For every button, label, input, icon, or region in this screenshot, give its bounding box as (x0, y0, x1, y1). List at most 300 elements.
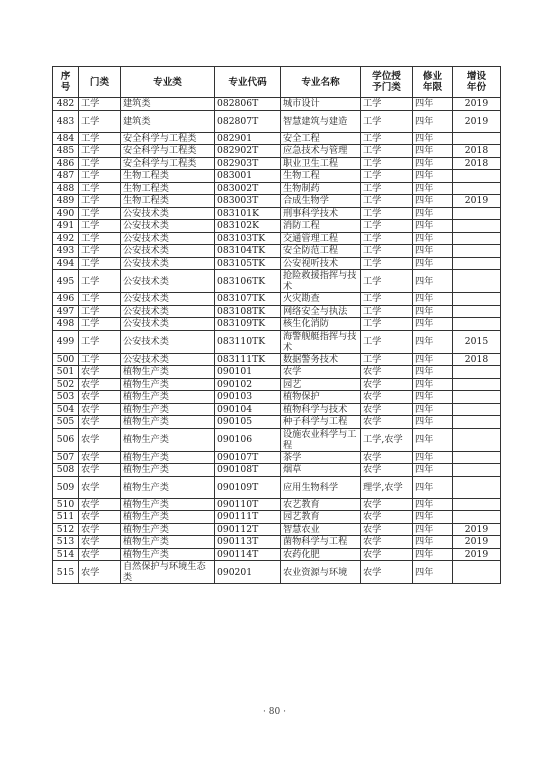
table-row (53, 182, 501, 195)
cell-year (453, 245, 501, 258)
cell-category: 农学 (79, 464, 121, 477)
table-row (53, 220, 501, 233)
cell-name: 植物科学与技术 (281, 403, 361, 416)
cell-degree: 农学 (361, 416, 413, 429)
cell-category: 工学 (79, 195, 121, 208)
cell-year (453, 511, 501, 524)
cell-index: 512 (53, 523, 79, 536)
cell-code: 090105 (215, 416, 281, 429)
cell-duration: 四年 (413, 207, 453, 220)
cell-category: 工学 (79, 182, 121, 195)
cell-category: 农学 (79, 366, 121, 379)
cell-duration: 四年 (413, 305, 453, 318)
cell-index: 485 (53, 145, 79, 158)
cell-index: 496 (53, 293, 79, 306)
cell-code: 090101 (215, 366, 281, 379)
cell-duration: 四年 (413, 464, 453, 477)
cell-degree: 工学 (361, 293, 413, 306)
cell-year: 2018 (453, 145, 501, 158)
cell-name: 职业卫生工程 (281, 157, 361, 170)
cell-index: 503 (53, 391, 79, 404)
cell-year: 2019 (453, 523, 501, 536)
cell-category: 农学 (79, 498, 121, 511)
cell-degree: 工学 (361, 195, 413, 208)
cell-name: 公安视听技术 (281, 257, 361, 270)
cell-name: 生物制药 (281, 182, 361, 195)
col-header-subcategory: 专业类 (121, 67, 215, 98)
cell-year (453, 451, 501, 464)
cell-subcategory: 植物生产类 (121, 416, 215, 429)
cell-degree: 工学 (361, 318, 413, 331)
cell-year: 2018 (453, 157, 501, 170)
cell-category: 农学 (79, 428, 121, 451)
cell-index: 514 (53, 548, 79, 561)
cell-index: 487 (53, 170, 79, 183)
cell-subcategory: 植物生产类 (121, 476, 215, 498)
cell-category: 工学 (79, 132, 121, 145)
table-row (53, 366, 501, 379)
cell-degree: 农学 (361, 403, 413, 416)
cell-degree: 工学 (361, 170, 413, 183)
cell-name: 网络安全与执法 (281, 305, 361, 318)
cell-subcategory: 生物工程类 (121, 170, 215, 183)
cell-degree: 农学 (361, 366, 413, 379)
cell-code: 090103 (215, 391, 281, 404)
cell-duration: 四年 (413, 270, 453, 293)
cell-subcategory: 植物生产类 (121, 366, 215, 379)
cell-year: 2019 (453, 536, 501, 549)
cell-category: 农学 (79, 378, 121, 391)
cell-degree: 农学 (361, 378, 413, 391)
cell-category: 工学 (79, 293, 121, 306)
cell-year (453, 391, 501, 404)
cell-code: 082902T (215, 145, 281, 158)
cell-year (453, 318, 501, 331)
cell-category: 工学 (79, 353, 121, 366)
cell-duration: 四年 (413, 232, 453, 245)
cell-code: 083111TK (215, 353, 281, 366)
cell-duration: 四年 (413, 498, 453, 511)
cell-duration: 四年 (413, 257, 453, 270)
cell-code: 090106 (215, 428, 281, 451)
table-row (53, 157, 501, 170)
cell-code: 090112T (215, 523, 281, 536)
cell-degree: 农学 (361, 464, 413, 477)
cell-index: 500 (53, 353, 79, 366)
cell-subcategory: 生物工程类 (121, 182, 215, 195)
cell-year (453, 305, 501, 318)
table-row (53, 318, 501, 331)
cell-year (453, 270, 501, 293)
cell-category: 农学 (79, 548, 121, 561)
major-catalog-table (52, 66, 501, 584)
cell-code: 083104TK (215, 245, 281, 258)
cell-degree: 工学 (361, 232, 413, 245)
cell-duration: 四年 (413, 318, 453, 331)
cell-subcategory: 植物生产类 (121, 378, 215, 391)
table-row (53, 330, 501, 353)
table-row (53, 232, 501, 245)
cell-subcategory: 公安技术类 (121, 232, 215, 245)
cell-degree: 工学 (361, 270, 413, 293)
table-row (53, 145, 501, 158)
cell-index: 482 (53, 98, 79, 111)
cell-subcategory: 自然保护与环境生态类 (121, 561, 215, 584)
cell-duration: 四年 (413, 330, 453, 353)
cell-name: 火灾勘查 (281, 293, 361, 306)
cell-category: 农学 (79, 536, 121, 549)
cell-name: 农艺教育 (281, 498, 361, 511)
cell-year (453, 428, 501, 451)
cell-name: 生物工程 (281, 170, 361, 183)
cell-subcategory: 植物生产类 (121, 391, 215, 404)
cell-category: 工学 (79, 170, 121, 183)
cell-category: 农学 (79, 403, 121, 416)
cell-code: 083102K (215, 220, 281, 233)
cell-index: 510 (53, 498, 79, 511)
cell-duration: 四年 (413, 378, 453, 391)
col-header-duration: 修业 年限 (413, 67, 453, 98)
cell-year (453, 232, 501, 245)
cell-duration: 四年 (413, 353, 453, 366)
cell-duration: 四年 (413, 145, 453, 158)
cell-index: 506 (53, 428, 79, 451)
table-row (53, 245, 501, 258)
cell-name: 烟草 (281, 464, 361, 477)
cell-year (453, 561, 501, 584)
cell-degree: 工学 (361, 245, 413, 258)
col-header-category: 门类 (79, 67, 121, 98)
cell-name: 消防工程 (281, 220, 361, 233)
cell-duration: 四年 (413, 428, 453, 451)
cell-name: 数据警务技术 (281, 353, 361, 366)
cell-subcategory: 安全科学与工程类 (121, 145, 215, 158)
cell-year: 2019 (453, 195, 501, 208)
cell-code: 090108T (215, 464, 281, 477)
table-row (53, 353, 501, 366)
cell-subcategory: 植物生产类 (121, 523, 215, 536)
cell-index: 509 (53, 476, 79, 498)
table-row (53, 476, 501, 498)
cell-subcategory: 植物生产类 (121, 536, 215, 549)
cell-code: 083103TK (215, 232, 281, 245)
table-row (53, 403, 501, 416)
cell-code: 090104 (215, 403, 281, 416)
cell-category: 工学 (79, 220, 121, 233)
table-row (53, 293, 501, 306)
cell-category: 工学 (79, 110, 121, 132)
cell-duration: 四年 (413, 536, 453, 549)
col-header-name: 专业名称 (281, 67, 361, 98)
cell-code: 090114T (215, 548, 281, 561)
cell-subcategory: 安全科学与工程类 (121, 157, 215, 170)
cell-category: 工学 (79, 245, 121, 258)
cell-duration: 四年 (413, 403, 453, 416)
cell-index: 505 (53, 416, 79, 429)
cell-duration: 四年 (413, 157, 453, 170)
table-row (53, 378, 501, 391)
cell-degree: 农学 (361, 391, 413, 404)
cell-duration: 四年 (413, 245, 453, 258)
cell-category: 工学 (79, 257, 121, 270)
cell-duration: 四年 (413, 416, 453, 429)
table-row (53, 416, 501, 429)
cell-degree: 工学 (361, 207, 413, 220)
cell-category: 农学 (79, 476, 121, 498)
cell-index: 507 (53, 451, 79, 464)
cell-subcategory: 公安技术类 (121, 245, 215, 258)
cell-name: 智慧建筑与建造 (281, 110, 361, 132)
cell-code: 090110T (215, 498, 281, 511)
cell-subcategory: 公安技术类 (121, 257, 215, 270)
cell-degree: 工学 (361, 330, 413, 353)
cell-year (453, 257, 501, 270)
cell-code: 083106TK (215, 270, 281, 293)
cell-degree: 工学 (361, 220, 413, 233)
cell-name: 抢险救援指挥与技术 (281, 270, 361, 293)
table-row (53, 132, 501, 145)
cell-subcategory: 植物生产类 (121, 464, 215, 477)
cell-subcategory: 公安技术类 (121, 220, 215, 233)
cell-duration: 四年 (413, 182, 453, 195)
cell-name: 设施农业科学与工程 (281, 428, 361, 451)
cell-subcategory: 公安技术类 (121, 318, 215, 331)
cell-category: 工学 (79, 330, 121, 353)
cell-code: 083109TK (215, 318, 281, 331)
cell-code: 083101K (215, 207, 281, 220)
cell-index: 488 (53, 182, 79, 195)
cell-duration: 四年 (413, 220, 453, 233)
cell-code: 083001 (215, 170, 281, 183)
col-header-code: 专业代码 (215, 67, 281, 98)
cell-subcategory: 公安技术类 (121, 305, 215, 318)
cell-index: 484 (53, 132, 79, 145)
table-row (53, 561, 501, 584)
cell-duration: 四年 (413, 195, 453, 208)
col-header-index: 序 号 (53, 67, 79, 98)
cell-name: 刑事科学技术 (281, 207, 361, 220)
cell-code: 083105TK (215, 257, 281, 270)
cell-year (453, 220, 501, 233)
cell-code: 082806T (215, 98, 281, 111)
cell-year: 2019 (453, 548, 501, 561)
cell-degree: 工学 (361, 157, 413, 170)
cell-subcategory: 公安技术类 (121, 207, 215, 220)
cell-code: 090109T (215, 476, 281, 498)
cell-year: 2019 (453, 98, 501, 111)
cell-year (453, 476, 501, 498)
page-number: · 80 · (263, 707, 286, 717)
cell-code: 083110TK (215, 330, 281, 353)
col-header-degree: 学位授 予门类 (361, 67, 413, 98)
cell-duration: 四年 (413, 132, 453, 145)
cell-subcategory: 安全科学与工程类 (121, 132, 215, 145)
cell-degree: 工学 (361, 353, 413, 366)
cell-index: 502 (53, 378, 79, 391)
cell-index: 483 (53, 110, 79, 132)
cell-index: 508 (53, 464, 79, 477)
cell-duration: 四年 (413, 511, 453, 524)
cell-subcategory: 植物生产类 (121, 451, 215, 464)
cell-index: 490 (53, 207, 79, 220)
table-header-row (53, 67, 501, 98)
cell-year: 2018 (453, 353, 501, 366)
cell-index: 486 (53, 157, 79, 170)
cell-name: 农学 (281, 366, 361, 379)
cell-degree: 农学 (361, 536, 413, 549)
cell-duration: 四年 (413, 110, 453, 132)
cell-index: 491 (53, 220, 79, 233)
cell-code: 082903T (215, 157, 281, 170)
cell-name: 交通管理工程 (281, 232, 361, 245)
cell-duration: 四年 (413, 98, 453, 111)
cell-name: 合成生物学 (281, 195, 361, 208)
cell-index: 497 (53, 305, 79, 318)
cell-index: 501 (53, 366, 79, 379)
cell-name: 农业资源与环境 (281, 561, 361, 584)
cell-subcategory: 公安技术类 (121, 270, 215, 293)
table-row (53, 523, 501, 536)
table-row (53, 391, 501, 404)
cell-degree: 农学 (361, 523, 413, 536)
cell-degree: 农学 (361, 561, 413, 584)
cell-code: 083107TK (215, 293, 281, 306)
cell-year (453, 403, 501, 416)
cell-degree: 农学 (361, 548, 413, 561)
cell-duration: 四年 (413, 561, 453, 584)
cell-subcategory: 建筑类 (121, 98, 215, 111)
cell-category: 工学 (79, 270, 121, 293)
cell-name: 海警舰艇指挥与技术 (281, 330, 361, 353)
table-row (53, 464, 501, 477)
cell-duration: 四年 (413, 366, 453, 379)
cell-code: 083003T (215, 195, 281, 208)
table-row (53, 270, 501, 293)
cell-subcategory: 植物生产类 (121, 498, 215, 511)
cell-duration: 四年 (413, 523, 453, 536)
table-row (53, 536, 501, 549)
cell-index: 513 (53, 536, 79, 549)
cell-category: 农学 (79, 561, 121, 584)
cell-degree: 工学 (361, 98, 413, 111)
cell-degree: 工学,农学 (361, 428, 413, 451)
cell-subcategory: 植物生产类 (121, 403, 215, 416)
cell-subcategory: 植物生产类 (121, 548, 215, 561)
cell-duration: 四年 (413, 391, 453, 404)
cell-category: 工学 (79, 207, 121, 220)
cell-year (453, 416, 501, 429)
cell-index: 504 (53, 403, 79, 416)
cell-index: 499 (53, 330, 79, 353)
cell-category: 工学 (79, 145, 121, 158)
cell-subcategory: 公安技术类 (121, 293, 215, 306)
cell-index: 494 (53, 257, 79, 270)
cell-category: 工学 (79, 305, 121, 318)
table-row (53, 511, 501, 524)
table-row (53, 498, 501, 511)
cell-code: 083108TK (215, 305, 281, 318)
cell-name: 应急技术与管理 (281, 145, 361, 158)
cell-year: 2015 (453, 330, 501, 353)
cell-year (453, 498, 501, 511)
cell-subcategory: 公安技术类 (121, 330, 215, 353)
cell-degree: 工学 (361, 110, 413, 132)
cell-category: 农学 (79, 523, 121, 536)
col-header-year: 增设 年份 (453, 67, 501, 98)
table-row (53, 548, 501, 561)
table-row (53, 428, 501, 451)
cell-index: 498 (53, 318, 79, 331)
cell-degree: 农学 (361, 511, 413, 524)
cell-name: 种子科学与工程 (281, 416, 361, 429)
cell-category: 农学 (79, 391, 121, 404)
cell-year (453, 293, 501, 306)
cell-degree: 工学 (361, 305, 413, 318)
cell-name: 应用生物科学 (281, 476, 361, 498)
cell-name: 安全工程 (281, 132, 361, 145)
cell-name: 园艺教育 (281, 511, 361, 524)
cell-subcategory: 植物生产类 (121, 428, 215, 451)
table-row (53, 305, 501, 318)
cell-degree: 农学 (361, 451, 413, 464)
cell-name: 茶学 (281, 451, 361, 464)
cell-duration: 四年 (413, 548, 453, 561)
cell-degree: 工学 (361, 257, 413, 270)
cell-category: 农学 (79, 451, 121, 464)
table-row (53, 98, 501, 111)
cell-year (453, 378, 501, 391)
cell-category: 农学 (79, 511, 121, 524)
cell-duration: 四年 (413, 170, 453, 183)
cell-degree: 工学 (361, 145, 413, 158)
cell-code: 083002T (215, 182, 281, 195)
cell-subcategory: 生物工程类 (121, 195, 215, 208)
cell-year: 2019 (453, 110, 501, 132)
cell-code: 090107T (215, 451, 281, 464)
cell-degree: 工学 (361, 132, 413, 145)
cell-name: 园艺 (281, 378, 361, 391)
cell-code: 090113T (215, 536, 281, 549)
cell-duration: 四年 (413, 293, 453, 306)
cell-category: 工学 (79, 232, 121, 245)
cell-name: 智慧农业 (281, 523, 361, 536)
cell-code: 090111T (215, 511, 281, 524)
cell-subcategory: 植物生产类 (121, 511, 215, 524)
table-row (53, 207, 501, 220)
cell-index: 489 (53, 195, 79, 208)
cell-degree: 理学,农学 (361, 476, 413, 498)
cell-name: 植物保护 (281, 391, 361, 404)
table-row (53, 110, 501, 132)
cell-code: 090201 (215, 561, 281, 584)
cell-index: 493 (53, 245, 79, 258)
cell-year (453, 464, 501, 477)
table-row (53, 195, 501, 208)
table-row (53, 257, 501, 270)
table-body (53, 98, 501, 584)
cell-year (453, 182, 501, 195)
cell-index: 492 (53, 232, 79, 245)
cell-duration: 四年 (413, 451, 453, 464)
cell-subcategory: 建筑类 (121, 110, 215, 132)
cell-category: 农学 (79, 416, 121, 429)
cell-index: 495 (53, 270, 79, 293)
cell-year (453, 132, 501, 145)
cell-code: 090102 (215, 378, 281, 391)
table-row (53, 451, 501, 464)
cell-name: 核生化消防 (281, 318, 361, 331)
cell-degree: 工学 (361, 182, 413, 195)
